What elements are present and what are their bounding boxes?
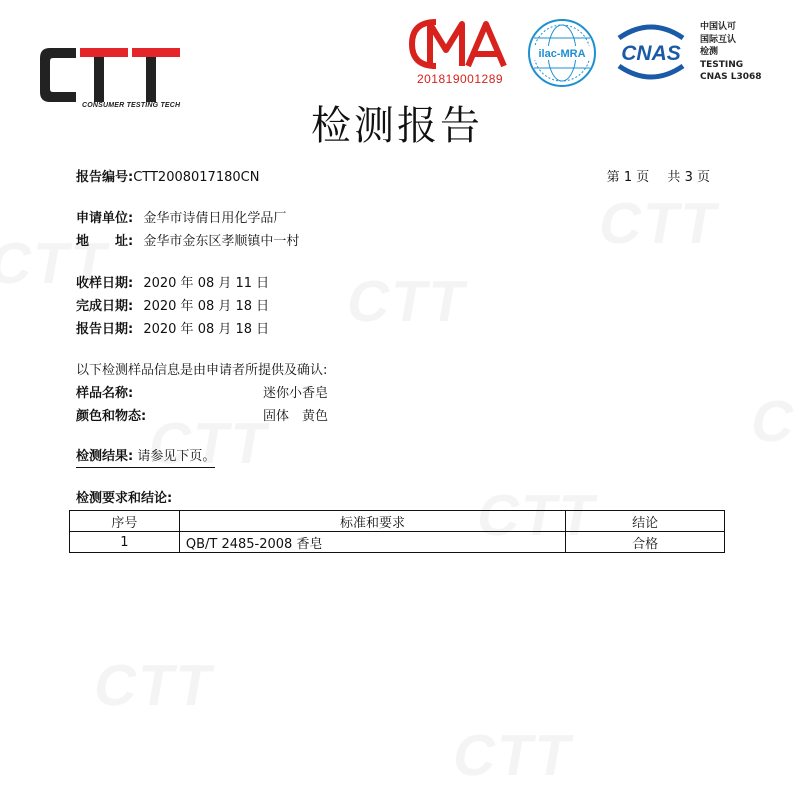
completed-date-row <box>76 298 269 316</box>
report-number-row <box>76 169 259 187</box>
page-info <box>607 169 710 187</box>
received-date-label: 收样日期: <box>76 276 134 291</box>
cnas-logo <box>609 20 693 84</box>
applicant-unit-row <box>76 210 286 228</box>
report-number-value: CTT2008017180CN <box>133 170 260 185</box>
applicant-address-row <box>76 233 299 251</box>
page-total-suffix: 页 <box>696 170 710 185</box>
received-date-value: 2020 年 08 月 11 日 <box>143 276 270 291</box>
sample-color-value: 固体 黄色 <box>263 409 329 424</box>
cnas-mark-icon <box>609 20 693 84</box>
report-date-row <box>76 321 269 339</box>
cnas-line: 中国认可 <box>700 22 737 32</box>
page-prefix: 第 <box>606 170 620 185</box>
sample-name-label: 样品名称: <box>76 386 134 401</box>
cma-logo <box>406 14 514 90</box>
cnas-line: TESTING <box>700 59 744 70</box>
completed-date-value: 2020 年 08 月 18 日 <box>143 299 270 314</box>
watermark <box>746 388 794 455</box>
applicant-address-value: 金华市金东区孝顺镇中一村 <box>143 234 300 249</box>
report-date-label: 报告日期: <box>76 322 134 337</box>
report-date-value: 2020 年 08 月 18 日 <box>143 322 270 337</box>
watermark <box>342 268 473 335</box>
cnas-line: CNAS L3068 <box>700 72 762 82</box>
page-total: 3 <box>684 170 693 185</box>
table-row <box>70 532 725 553</box>
applicant-unit-value: 金华市诗倩日用化学品厂 <box>143 211 287 226</box>
cma-code: 201819001289 <box>416 72 504 86</box>
conclusion-table <box>69 510 725 553</box>
table-header-row <box>70 511 725 532</box>
ctt-tagline: CONSUMER TESTING TECH <box>82 102 181 109</box>
cma-mark-icon <box>406 14 514 72</box>
ilac-label: ilac-MRA <box>538 48 586 60</box>
page-total-prefix: 共 <box>667 170 681 185</box>
test-result-row <box>76 448 215 468</box>
test-result-label: 检测结果: <box>76 449 134 464</box>
applicant-address-label: 地 址: <box>76 234 134 249</box>
conclusion-heading: 检测要求和结论: <box>76 491 173 506</box>
test-result-value: 请参见下页。 <box>137 449 216 464</box>
sample-intro: 以下检测样品信息是由申请者所提供及确认: <box>76 363 328 378</box>
watermark <box>448 722 579 789</box>
row-conclusion: 合格 <box>566 532 725 553</box>
sample-name-value: 迷你小香皂 <box>263 386 329 401</box>
cnas-accreditation-text <box>700 21 762 84</box>
applicant-unit-label: 申请单位: <box>76 211 134 226</box>
column-header-conclusion: 结论 <box>566 511 725 532</box>
watermark <box>594 190 725 257</box>
cnas-line: 检测 <box>700 47 719 57</box>
column-header-no: 序号 <box>70 511 180 532</box>
page-suffix: 页 <box>636 170 650 185</box>
ilac-mra-logo <box>527 18 597 88</box>
received-date-row <box>76 275 269 293</box>
cnas-label: CNAS <box>621 42 681 65</box>
row-standard: QB/T 2485-2008 香皂 <box>179 532 565 553</box>
cnas-line: 国际互认 <box>700 34 737 45</box>
page-title: 检测报告 <box>311 103 483 149</box>
completed-date-label: 完成日期: <box>76 299 134 314</box>
page-current: 1 <box>623 170 633 185</box>
sample-color-label: 颜色和物态: <box>76 409 147 424</box>
watermark <box>89 652 220 719</box>
ilac-globe-icon <box>527 18 597 88</box>
row-no: 1 <box>70 532 180 553</box>
report-number-label: 报告编号: <box>76 170 134 185</box>
column-header-standard: 标准和要求 <box>179 511 565 532</box>
